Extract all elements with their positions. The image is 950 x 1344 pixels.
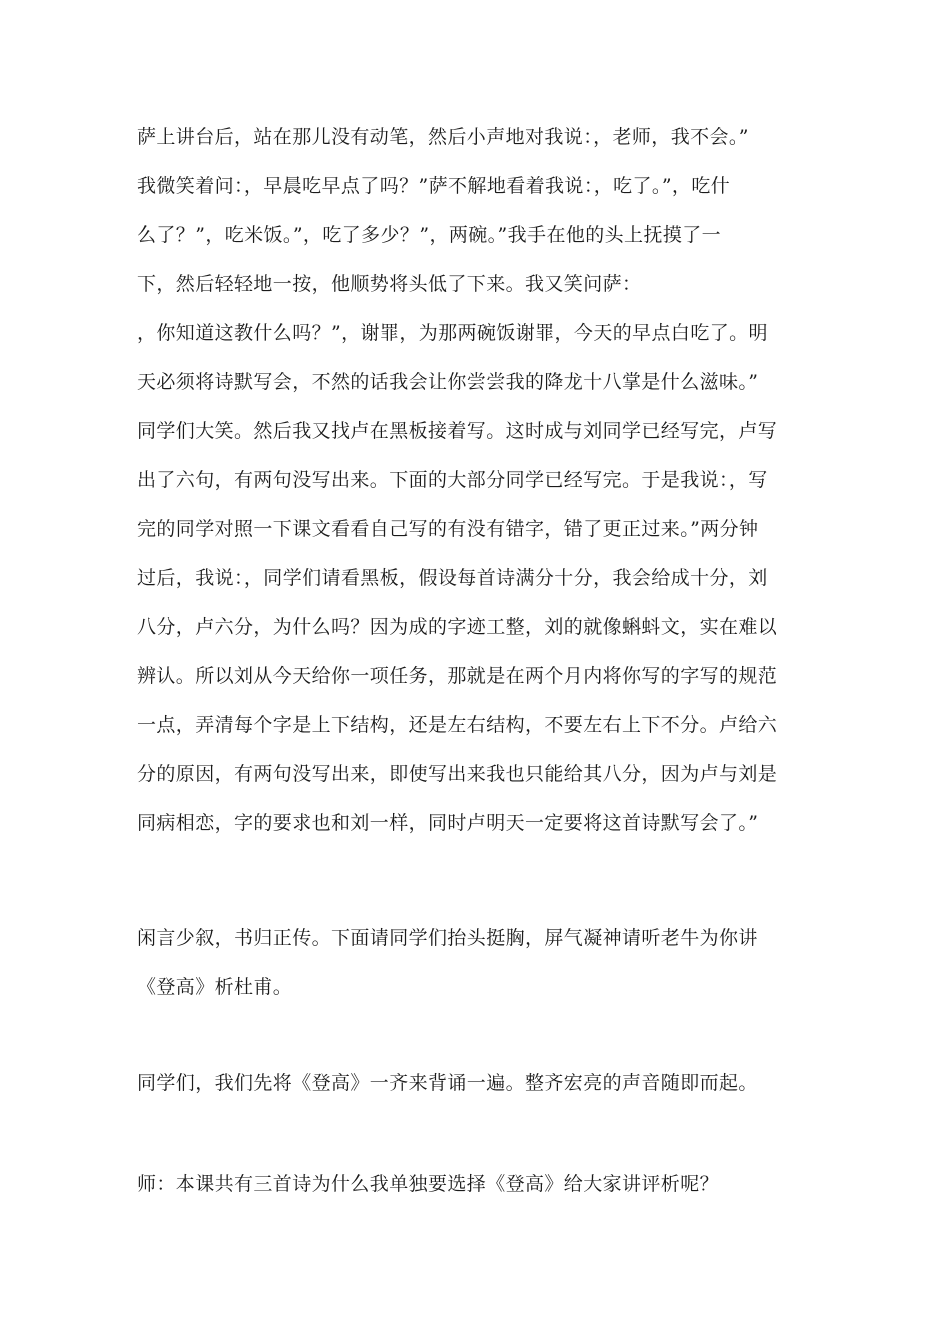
- text-line: 同学们大笑。然后我又找卢在黑板接着写。这时成与刘同学已经写完，卢写: [137, 420, 778, 442]
- text-line: 八分，卢六分，为什么吗？因为成的字迹工整，刘的就像蝌蚪文，实在难以: [137, 616, 778, 638]
- text-line: 完的同学对照一下课文看看自己写的有没有错字，错了更正过来。”两分钟: [137, 518, 759, 540]
- paragraph-transition: [137, 914, 827, 1012]
- text-line: 么了？”，吃米饭。”，吃了多少？”，两碗。”我手在他的头上抚摸了一: [137, 224, 722, 246]
- text-line: 一点，弄清每个字是上下结构，还是左右结构，不要左右上下不分。卢给六: [137, 714, 778, 736]
- text-line: 师：本课共有三首诗为什么我单独要选择《登高》给大家讲评析呢？: [137, 1173, 720, 1195]
- text-line: 同病相恋，字的要求也和刘一样，同时卢明天一定要将这首诗默写会了。”: [137, 812, 759, 834]
- text-line: 分的原因，有两句没写出来，即使写出来我也只能给其八分，因为卢与刘是: [137, 763, 778, 785]
- text-line: 闲言少叙，书归正传。下面请同学们抬头挺胸，屏气凝神请听老牛为你讲: [137, 927, 758, 949]
- paragraph-dialogue: [137, 113, 827, 848]
- text-line: ，你知道这教什么吗？”，谢罪，为那两碗饭谢罪，今天的早点白吃了。明: [137, 322, 768, 344]
- text-line: 出了六句，有两句没写出来。下面的大部分同学已经写完。于是我说：，写: [137, 469, 768, 491]
- text-line: 天必须将诗默写会，不然的话我会让你尝尝我的降龙十八掌是什么滋味。”: [137, 371, 759, 393]
- paragraph-teacher-question: [137, 1160, 827, 1209]
- text-line: 我微笑着问：，早晨吃早点了吗？”萨不解地看着我说：，吃了。”，吃什: [137, 175, 731, 197]
- text-line: 同学们，我们先将《登高》一齐来背诵一遍。整齐宏亮的声音随即而起。: [137, 1072, 758, 1094]
- text-line: 下，然后轻轻地一按，他顺势将头低了下来。我又笑问萨：: [137, 273, 642, 295]
- paragraph-recitation: [137, 1059, 827, 1108]
- text-line: 过后，我说：，同学们请看黑板，假设每首诗满分十分，我会给成十分，刘: [137, 567, 768, 589]
- text-line: 萨上讲台后，站在那儿没有动笔，然后小声地对我说：，老师，我不会。”: [137, 126, 749, 148]
- text-line: 辨认。所以刘从今天给你一项任务，那就是在两个月内将你写的字写的规范: [137, 665, 778, 687]
- text-line: 《登高》析杜甫。: [137, 976, 293, 998]
